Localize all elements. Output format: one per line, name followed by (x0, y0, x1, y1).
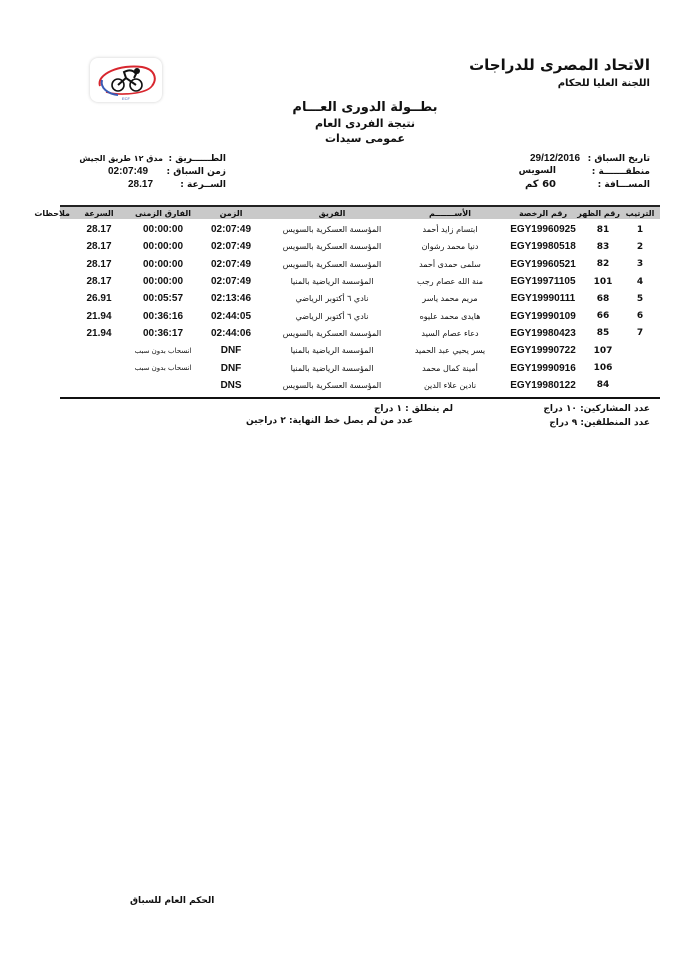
time-cell: 02:13:46 (210, 293, 252, 305)
gap-cell: 00:00:00 (142, 241, 184, 253)
license-cell: EGY19980423 (510, 327, 576, 339)
gap-cell: 00:00:00 (142, 258, 184, 270)
team-cell: نادي ٦ أكتوبر الرياضي (295, 311, 369, 321)
table-row (60, 377, 660, 394)
team-cell: المؤسسة العسكرية بالسويس (282, 259, 382, 269)
time-cell: DNF (220, 362, 242, 374)
gap-cell: 00:36:17 (142, 327, 184, 339)
logo-text: ECF (122, 96, 130, 101)
rank-cell: 4 (636, 276, 644, 287)
col-rank: الترتيب (625, 208, 655, 218)
license-cell: EGY19960925 (510, 224, 576, 236)
speed-cell: 21.94 (86, 310, 112, 322)
team-cell: المؤسسة العسكرية بالسويس (282, 225, 382, 235)
gap-cell: 00:00:00 (142, 276, 184, 288)
speed-cell: 28.17 (86, 224, 112, 236)
name-cell: سلمى حمدى أحمد (419, 259, 481, 269)
organization-subtitle: اللجنة العليا للحكام (557, 78, 650, 89)
col-time: الزمن (219, 208, 243, 218)
time-cell: 02:07:49 (210, 241, 252, 253)
team-cell: نادي ٦ أكتوبر الرياضي (295, 294, 369, 304)
table-row (60, 273, 660, 290)
name-cell: هايدى محمد عليوه (419, 311, 481, 321)
did-not-start-count: لم ينطلق : ١ دراج (373, 404, 453, 414)
team-cell: المؤسسة العسكرية بالسويس (282, 242, 382, 252)
team-cell: المؤسسة الرياضية بالمنيا (290, 346, 374, 356)
name-cell: يسر يحيي عبد الحميد (414, 346, 486, 356)
table-row (60, 342, 660, 359)
license-cell: EGY19990722 (510, 345, 576, 357)
table-row (60, 307, 660, 324)
name-cell: منة الله عصام رجب (417, 277, 483, 287)
gap-cell: انسحاب بدون سبب (134, 364, 192, 373)
license-cell: EGY19971105 (510, 276, 576, 288)
speed-value: 28.17 (128, 179, 154, 190)
name-cell: أمينة كمال محمد (422, 363, 478, 373)
federation-logo (90, 58, 162, 102)
license-cell: EGY19990109 (510, 310, 576, 322)
region-value: السويس (518, 166, 556, 176)
team-cell: المؤسسة الرياضية بالمنيا (290, 363, 374, 373)
col-license: رقم الرخصة (518, 208, 568, 218)
bib-cell: 85 (596, 328, 610, 339)
name-cell: ابتسام زايد أحمد (422, 225, 478, 235)
gap-cell: 00:05:57 (142, 293, 184, 305)
table-row (60, 359, 660, 376)
bib-cell: 106 (593, 363, 613, 374)
table-row (60, 238, 660, 255)
time-cell: 02:07:49 (210, 224, 252, 236)
table-header (34, 205, 660, 219)
license-cell: EGY19980122 (510, 379, 576, 391)
rank-cell: 6 (636, 311, 644, 322)
table-row (60, 325, 660, 342)
speed-cell: 28.17 (86, 276, 112, 288)
time-cell: DNF (220, 345, 242, 357)
table-row (60, 290, 660, 307)
rank-cell: 1 (636, 224, 644, 235)
name-cell: دنيا محمد رشوان (421, 242, 479, 252)
col-team: الفريق (318, 208, 346, 218)
bib-cell: 66 (596, 311, 610, 322)
date-label: تاريخ السباق : (587, 154, 650, 164)
table-body (60, 219, 660, 394)
name-cell: دعاء عصام السيد (421, 328, 479, 338)
bib-cell: 107 (593, 345, 613, 356)
table-bottom-divider (60, 397, 660, 399)
speed-cell: 28.17 (86, 258, 112, 270)
time-cell: 02:44:05 (210, 310, 252, 322)
gap-cell: 00:36:16 (142, 310, 184, 322)
license-cell: EGY19980518 (510, 241, 576, 253)
results-table (34, 205, 660, 394)
table-row (60, 256, 660, 273)
gap-cell: انسحاب بدون سبب (134, 346, 192, 355)
col-bib: رقم الظهر (577, 208, 620, 218)
team-cell: المؤسسة الرياضية بالمنيا (290, 277, 374, 287)
rank-cell: 3 (636, 259, 644, 270)
bib-cell: 83 (596, 241, 610, 252)
col-notes: ملاحظات (34, 208, 70, 218)
route-value: مدق ١٢ طريق الجيش (79, 154, 163, 163)
speed-cell: 21.94 (86, 327, 112, 339)
distance-value: 60 كم (524, 179, 556, 190)
date-value: 29/12/2016 (530, 153, 581, 164)
name-cell: مريم محمد ياسر (422, 294, 478, 304)
rank-cell: 5 (636, 293, 644, 304)
speed-label: الســرعة : (180, 180, 226, 190)
name-cell: نادين علاء الدين (423, 380, 477, 390)
participants-count: عدد المشاركين: ١٠ دراج (543, 404, 650, 414)
col-speed: السرعة (84, 208, 114, 218)
chief-referee-label: الحكم العام للسباق (130, 896, 215, 906)
speed-cell: 26.91 (86, 293, 112, 305)
license-cell: EGY19990916 (510, 362, 576, 374)
license-cell: EGY19960521 (510, 258, 576, 270)
rank-cell: 7 (636, 328, 644, 339)
team-cell: المؤسسة العسكرية بالسويس (282, 380, 382, 390)
bib-cell: 68 (596, 293, 610, 304)
race-time-label: زمن السباق : (166, 167, 226, 177)
gap-cell: 00:00:00 (142, 224, 184, 236)
route-label: الطــــــريق : (168, 154, 226, 164)
team-cell: المؤسسة العسكرية بالسويس (282, 328, 382, 338)
bib-cell: 81 (596, 224, 610, 235)
championship-title: بطــولة الدورى العـــام (292, 100, 438, 115)
license-cell: EGY19990111 (510, 293, 576, 305)
rank-cell: 2 (636, 241, 644, 252)
organization-name: الاتحاد المصرى للدراجات (469, 56, 650, 74)
time-cell: DNS (220, 379, 242, 391)
col-name: الأســـــــم (429, 208, 471, 218)
col-gap: الفارق الزمنى (134, 208, 192, 218)
distance-label: المســـافة : (597, 180, 650, 190)
cyclist-logo-icon (90, 58, 162, 102)
bib-cell: 101 (593, 276, 613, 287)
did-not-finish-count: عدد من لم يصل خط النهاية: ٢ دراجين (246, 416, 413, 426)
table-row (60, 221, 660, 238)
time-cell: 02:07:49 (210, 276, 252, 288)
bib-cell: 84 (596, 380, 610, 391)
starters-count: عدد المنطلقين: ٩ دراج (549, 418, 650, 428)
result-title: نتيجة الفردى العام (314, 117, 416, 130)
time-cell: 02:07:49 (210, 258, 252, 270)
race-time-value: 02:07:49 (108, 166, 149, 177)
category-title: عمومى سيدات (324, 132, 406, 145)
bib-cell: 82 (596, 259, 610, 270)
time-cell: 02:44:06 (210, 327, 252, 339)
region-label: منطقـــــــة : (591, 167, 650, 177)
speed-cell: 28.17 (86, 241, 112, 253)
